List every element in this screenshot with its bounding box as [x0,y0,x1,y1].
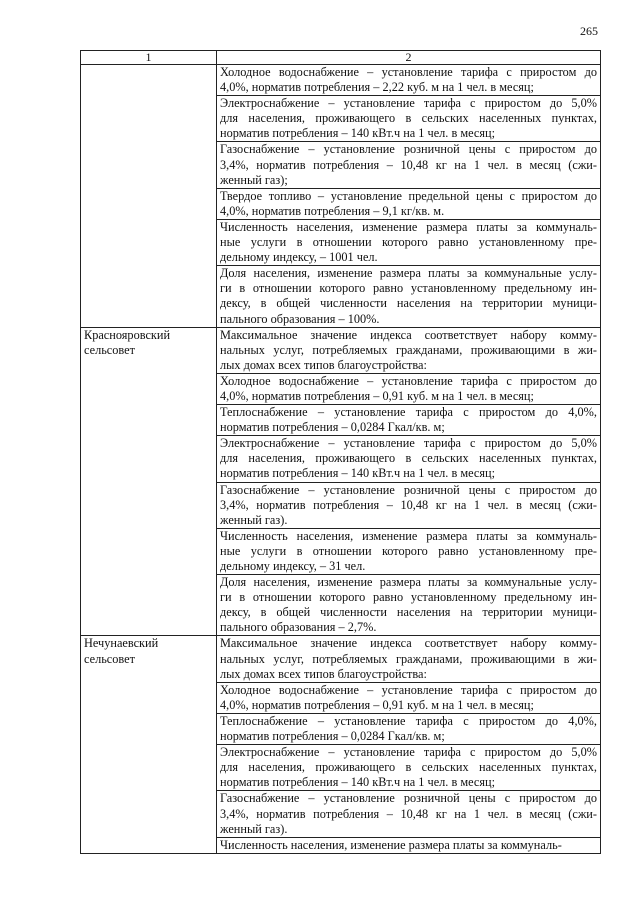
tariff-paragraph [217,483,600,529]
tariff-paragraph [217,142,600,188]
header-col-1: 1 [81,51,217,65]
text-line: для населения, проживающего в сельских населенных пунктах, [220,451,597,466]
text-line: лых домах всех типов благоустройства: [220,357,427,372]
text-line: Максимальное значение индекса соответствует набору комму- [220,327,597,342]
text-line: Численность населения, изменение размера платы за коммуналь- [220,528,597,543]
tariff-paragraph [217,220,600,266]
text-line: для населения, проживающего в сельских населенных пунктах, [220,111,597,126]
municipality-name-line: сельсовет [84,651,135,666]
text-line: 3,4%, норматив потребления – 10,48 кг на 1 чел. в месяц (сжи- [220,157,597,172]
text-line: женный газ); [220,172,288,187]
tariff-description-cell [217,327,601,636]
tariff-paragraph [217,636,600,682]
text-line: 4,0%, норматив потребления – 9,1 кг/кв. м. [220,203,445,218]
text-line: ные услуги в отношении которого равно установленному пре- [220,543,597,558]
text-line: норматив потребления – 140 кВт.ч на 1 чел. в месяц; [220,466,495,481]
text-line: женный газ). [220,512,288,527]
page-number: 265 [580,24,598,38]
municipality-name-line: Краснояровский [84,327,171,342]
text-line: дельному индексу, – 31 чел. [220,559,366,573]
table-row [81,327,601,636]
tariff-paragraph [217,575,600,635]
text-line: 4,0%, норматив потребления – 2,22 куб. м на 1 чел. в месяц; [220,80,534,95]
text-line: Доля населения, изменение размера платы за коммунальные услу- [220,266,597,281]
tariff-paragraph [217,405,600,436]
text-line: для населения, проживающего в сельских населенных пунктах, [220,760,597,775]
text-line: ги в отношении которого равно установленному предельному ин- [220,281,597,296]
text-line: лых домах всех типов благоустройства: [220,666,427,681]
text-line: Электроснабжение – установление тарифа с приростом до 5,0% [220,436,597,451]
text-line: Электроснабжение – установление тарифа с приростом до 5,0% [220,96,597,111]
text-line: Газоснабжение – установление розничной цены с приростом до [220,791,597,806]
text-line: Теплоснабжение – установление тарифа с приростом до 4,0%, [220,713,597,728]
data-table [80,50,601,854]
tariff-description-cell [217,636,601,853]
tariff-paragraph [217,266,600,326]
municipality-name-line: сельсовет [84,342,135,357]
tariff-paragraph [217,683,600,714]
text-line: норматив потребления – 0,0284 Гкал/кв. м; [220,420,445,435]
text-line: норматив потребления – 140 кВт.ч на 1 чел. в месяц; [220,775,495,790]
text-line: 4,0%, норматив потребления – 0,91 куб. м на 1 чел. в месяц; [220,388,534,403]
municipality-cell [81,636,217,853]
tariff-paragraph [217,65,600,96]
text-line: 3,4%, норматив потребления – 10,48 кг на 1 чел. в месяц (сжи- [220,497,597,512]
tariff-paragraph [217,189,600,220]
text-line: Численность населения, изменение размера платы за коммуналь- [220,837,562,852]
text-line: Численность населения, изменение размера платы за коммуналь- [220,219,597,234]
tariff-paragraph [217,714,600,745]
table-row [81,636,601,853]
text-line: Холодное водоснабжение – установление тарифа с приростом до [220,682,597,697]
tariff-paragraph [217,791,600,837]
text-line: пального образования – 2,7%. [220,620,377,635]
text-line: Доля населения, изменение размера платы за коммунальные услу- [220,575,597,590]
text-line: нальных услуг, потребляемых гражданами, проживающими в жи- [220,342,597,357]
tariff-paragraph [217,436,600,482]
municipality-cell [81,65,217,328]
text-line: Газоснабжение – установление розничной цены с приростом до [220,482,597,497]
text-line: Твердое топливо – установление предельной цены с приростом до [220,188,597,203]
text-line: Максимальное значение индекса соответствует набору комму- [220,636,597,651]
tariff-paragraph [217,529,600,575]
tariff-paragraph [217,96,600,142]
text-line: Газоснабжение – установление розничной цены с приростом до [220,142,597,157]
tariff-paragraph [217,838,600,853]
tariff-description-cell [217,65,601,328]
tariff-paragraph [217,328,600,374]
table-row [81,65,601,328]
text-line: норматив потребления – 140 кВт.ч на 1 чел. в месяц; [220,126,495,141]
text-line: Электроснабжение – установление тарифа с приростом до 5,0% [220,745,597,760]
text-line: Холодное водоснабжение – установление тарифа с приростом до [220,373,597,388]
text-line: дексу, в общей численности населения на территории муници- [220,296,597,311]
header-col-2: 2 [217,51,601,65]
text-line: нальных услуг, потребляемых гражданами, проживающими в жи- [220,651,597,666]
text-line: ные услуги в отношении которого равно установленному пре- [220,235,597,250]
text-line: пального образования – 100%. [220,311,380,326]
text-line: Холодное водоснабжение – установление тарифа с приростом до [220,65,597,79]
text-line: 3,4%, норматив потребления – 10,48 кг на 1 чел. в месяц (сжи- [220,806,597,821]
table-header-row [81,51,601,65]
tariff-paragraph [217,374,600,405]
text-line: дексу, в общей численности населения на территории муници- [220,605,597,620]
text-line: Теплоснабжение – установление тарифа с приростом до 4,0%, [220,405,597,420]
text-line: дельному индексу, – 1001 чел. [220,250,378,265]
text-line: норматив потребления – 0,0284 Гкал/кв. м; [220,729,445,744]
tariff-paragraph [217,745,600,791]
text-line: ги в отношении которого равно установленному предельному ин- [220,590,597,605]
text-line: женный газ). [220,821,288,836]
municipality-cell [81,327,217,636]
text-line: 4,0%, норматив потребления – 0,91 куб. м на 1 чел. в месяц; [220,697,534,712]
municipality-name-line: Нечунаевский [84,636,159,651]
